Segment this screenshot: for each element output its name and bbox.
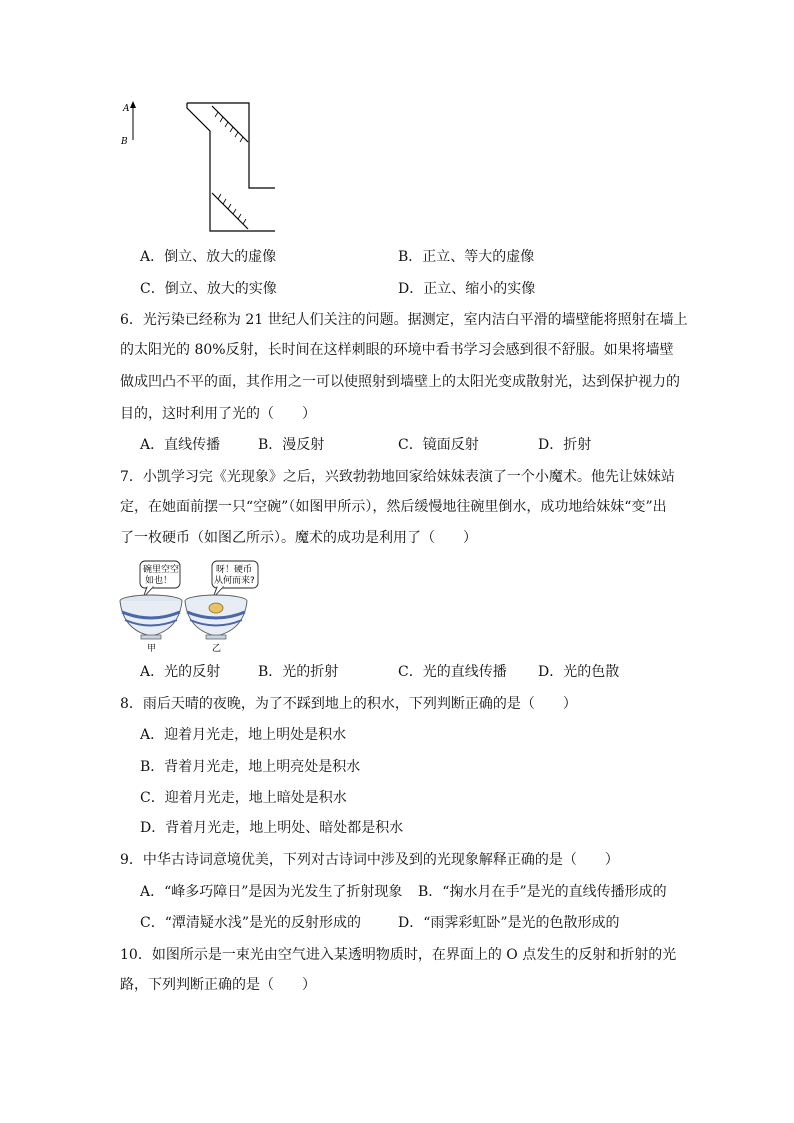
q7-line-2: 定，在她面前摆一只“空碗”（如图甲所示），然后缓慢地往碗里倒水，成功地给妹妹“变”出 — [120, 499, 667, 515]
q7-option-c: C．光的直线传播 — [398, 664, 507, 680]
bubble-left-line-2: 如也！ — [145, 576, 173, 586]
label-jia: 甲 — [147, 644, 157, 654]
q6-option-d: D．折射 — [538, 437, 592, 453]
q6-line-2: 的太阳光的 80%反射，长时间在这样刺眼的环境中看书学习会感到很不舒服。如果将墙壁 — [120, 342, 674, 358]
q6-line-3: 做成凹凸不平的面，其作用之一可以使照射到墙壁上的太阳光变成散射光，达到保护视力的 — [120, 374, 680, 390]
coin-icon — [209, 603, 223, 613]
q5-option-c: C．倒立、放大的实像 — [140, 281, 277, 297]
q8-option-b: B．背着月光走，地上明亮处是积水 — [140, 759, 361, 775]
bubble-left-line-1: 碗里空空 — [143, 565, 180, 575]
label-a: A — [123, 104, 130, 114]
q9-option-b: B．“掬水月在手”是光的直线传播形成的 — [418, 884, 667, 900]
q6-option-c: C．镜面反射 — [398, 437, 479, 453]
q9-line-1: 9．中华古诗词意境优美，下列对古诗词中涉及到的光现象解释正确的是（ ） — [120, 852, 619, 868]
label-yi: 乙 — [212, 644, 222, 654]
bowl-jia — [120, 595, 182, 639]
q8-option-a: A．迎着月光走，地上明处是积水 — [140, 727, 347, 743]
q9-option-d: D．“雨霁彩虹卧”是光的色散形成的 — [398, 915, 620, 931]
q6-line-1: 6．光污染已经称为 21 世纪人们关注的问题。据测定，室内洁白平滑的墙壁能将照射在墙上 — [120, 312, 688, 328]
periscope-figure — [115, 98, 285, 238]
q8-option-d: D．背着月光走，地上明处、暗处都是积水 — [140, 820, 404, 836]
bubble-right-line-2: 从何而来? — [214, 576, 255, 586]
q6-option-b: B．漫反射 — [258, 437, 325, 453]
q5-option-a: A．倒立、放大的虚像 — [140, 249, 277, 265]
bubble-right-line-1: 呀！硬币 — [216, 565, 253, 575]
bowls-figure — [117, 558, 282, 655]
q7-option-b: B．光的折射 — [258, 664, 339, 680]
label-b: B — [121, 137, 128, 147]
q10-line-1: 10．如图所示是一束光由空气进入某透明物质时，在界面上的 O 点发生的反射和折射的光 — [120, 947, 677, 963]
q10-line-2: 路，下列判断正确的是（ ） — [120, 977, 316, 993]
q9-option-c: C．“潭清疑水浅”是光的反射形成的 — [140, 915, 362, 931]
bowl-yi — [185, 595, 247, 639]
q6-line-4: 目的，这时利用了光的（ ） — [120, 406, 316, 422]
q6-option-a: A．直线传播 — [140, 437, 221, 453]
q7-line-1: 7．小凯学习完《光现象》之后，兴致勃勃地回家给妹妹表演了一个小魔术。他先让妹妹站 — [120, 469, 675, 485]
q8-line-1: 8．雨后天晴的夜晚，为了不踩到地上的积水，下列判断正确的是（ ） — [120, 696, 577, 712]
q7-option-d: D．光的色散 — [538, 664, 620, 680]
q5-option-d: D．正立、缩小的实像 — [398, 281, 536, 297]
q7-option-a: A．光的反射 — [140, 664, 221, 680]
q9-option-a: A．“峰多巧障日”是因为光发生了折射现象 — [140, 884, 403, 900]
q8-option-c: C．迎着月光走，地上暗处是积水 — [140, 790, 347, 806]
q7-line-3: 了一枚硬币（如图乙所示）。魔术的成功是利用了（ ） — [120, 530, 477, 546]
q5-option-b: B．正立、等大的虚像 — [398, 249, 535, 265]
